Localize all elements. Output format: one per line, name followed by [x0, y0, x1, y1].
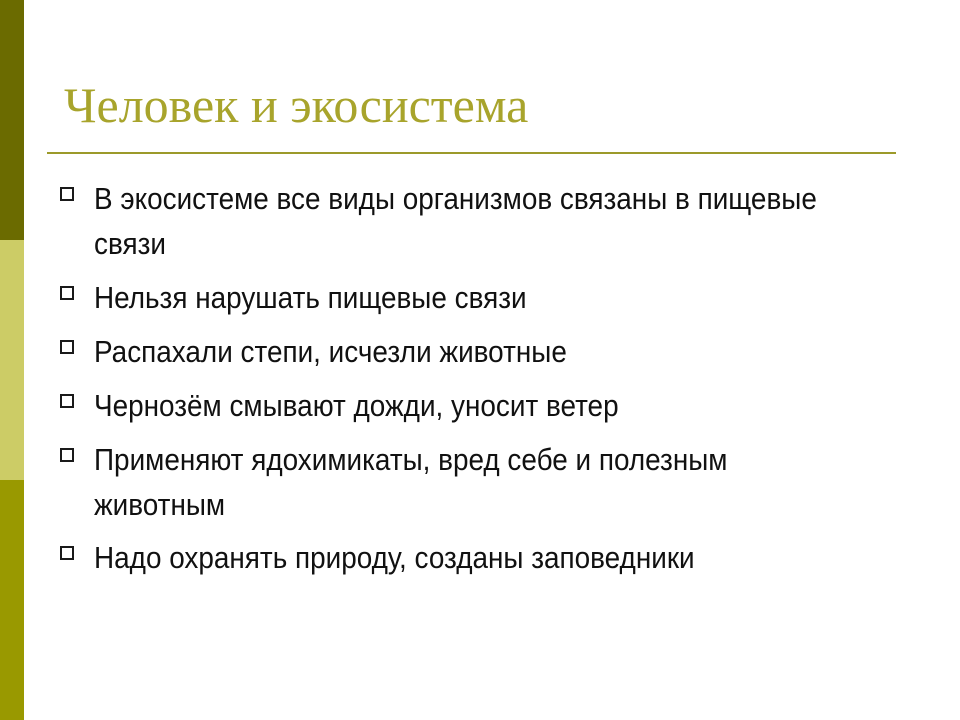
bullet-text: Надо охранять природу, созданы заповедники — [94, 540, 695, 575]
side-bar-segment-mid — [0, 480, 24, 720]
hollow-square-bullet-icon — [60, 448, 74, 462]
hollow-square-bullet-icon — [60, 340, 74, 354]
slide-title: Человек и экосистема — [64, 77, 529, 133]
hollow-square-bullet-icon — [60, 286, 74, 300]
decorative-side-bar — [0, 0, 24, 720]
hollow-square-bullet-icon — [60, 187, 74, 201]
side-bar-segment-dark — [0, 0, 24, 240]
bullet-text: Нельзя нарушать пищевые связи — [94, 280, 527, 315]
side-bar-segment-light — [0, 240, 24, 480]
bullet-text: В экосистеме все виды организмов связаны в пищевые связи — [94, 181, 817, 261]
hollow-square-bullet-icon — [60, 546, 74, 560]
bullet-text: Чернозём смывают дожди, уносит ветер — [94, 388, 619, 423]
title-underline — [47, 152, 896, 154]
hollow-square-bullet-icon — [60, 394, 74, 408]
bullet-text: Распахали степи, исчезли животные — [94, 334, 567, 369]
bullet-text: Применяют ядохимикаты, вред себе и полезным животным — [94, 442, 728, 522]
